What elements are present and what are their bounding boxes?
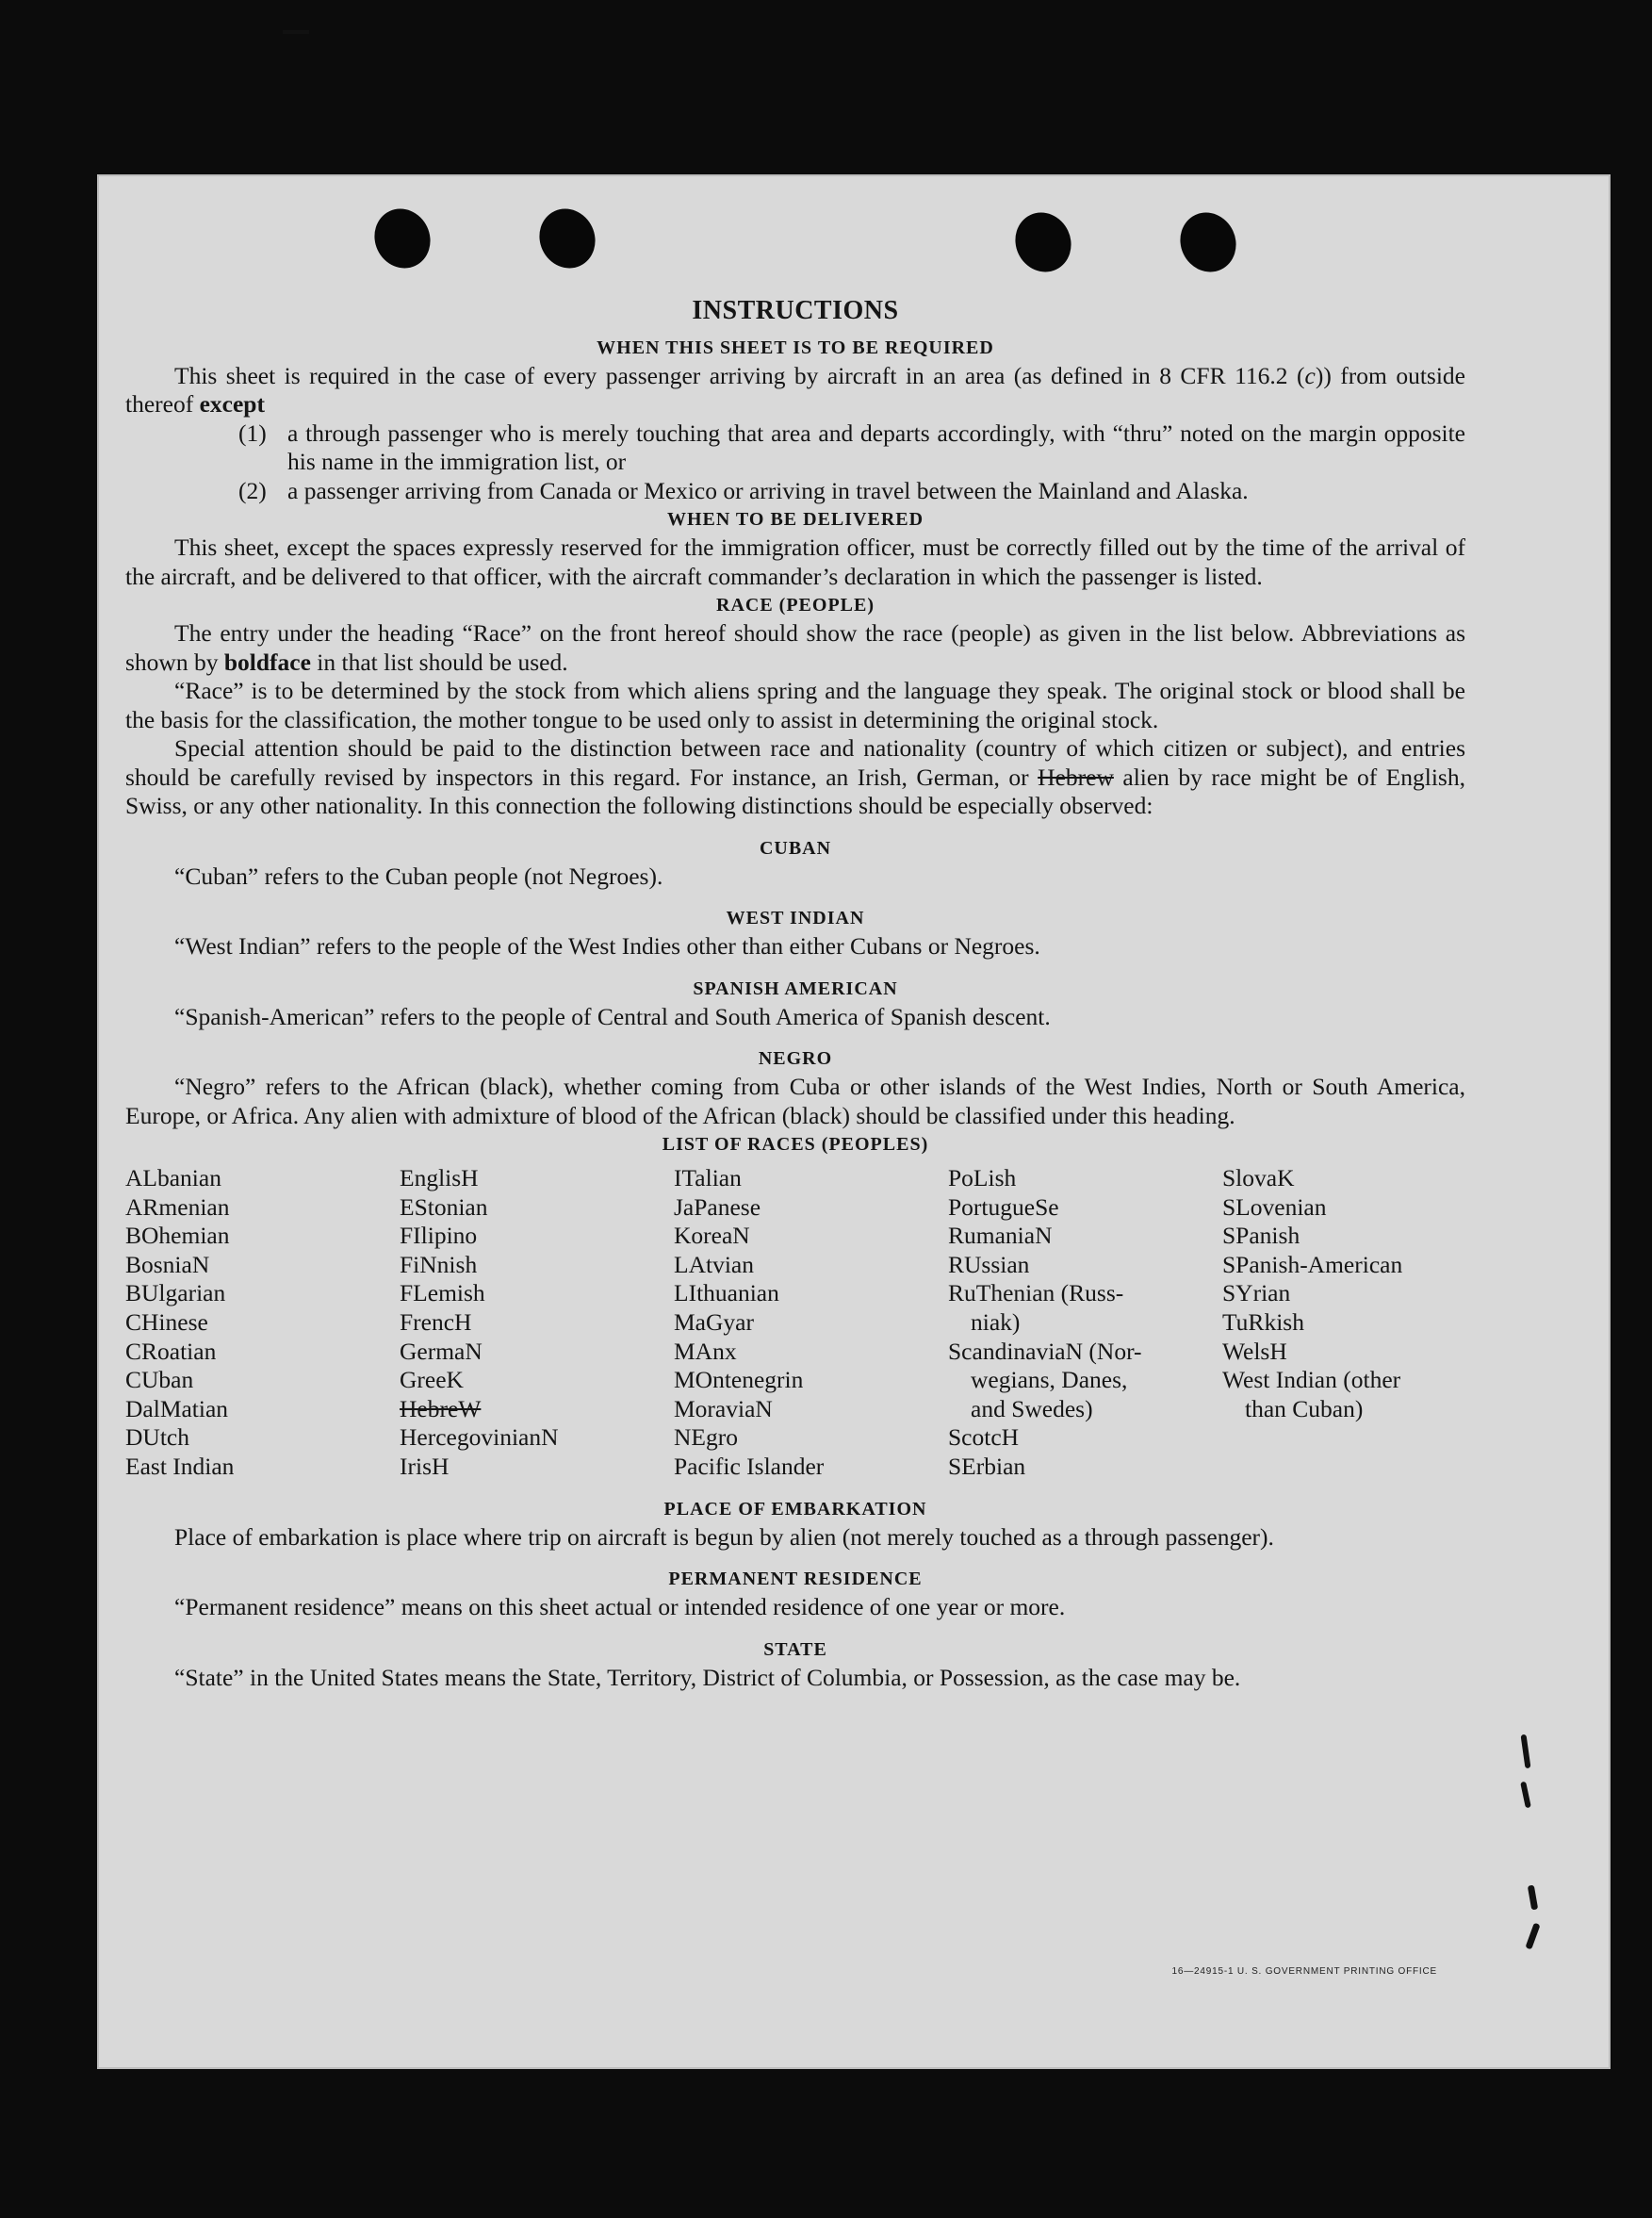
race-paragraph-1: The entry under the heading “Race” on the front hereof should show the race (people) as given in the list below. Abbreviations as shown by boldface in that list should be used. <box>125 619 1465 676</box>
races-column-5 <box>1222 1164 1465 1482</box>
race-entry: SErbian <box>948 1452 1026 1480</box>
form-sheet <box>97 174 1611 2069</box>
race-entry: NEgro <box>674 1423 738 1452</box>
race-entry: FiNnish <box>400 1250 478 1278</box>
exception-item: (1) a through passenger who is merely touching that area and departs accordingly, with “thru” noted on the margin opposite his name in the immigration list, or <box>238 419 1465 475</box>
race-entry: BOhemian <box>125 1222 230 1250</box>
race-entry: EStonian <box>400 1192 488 1221</box>
spanish-american-paragraph: “Spanish-American” refers to the people of Central and South America of Spanish descent. <box>174 1002 1051 1030</box>
race-entry: CUban <box>125 1366 194 1394</box>
heading-negro: NEGRO <box>758 1048 833 1069</box>
race-entry: SlovaK <box>1222 1164 1295 1191</box>
races-column-1 <box>125 1164 400 1482</box>
heading-embarkation: PLACE OF EMBARKATION <box>663 1498 927 1520</box>
heading-list-of-races: LIST OF RACES (PEOPLES) <box>662 1134 929 1155</box>
race-entry: BosniaN <box>125 1250 210 1278</box>
race-entry: ScandinaviaN (Nor- <box>948 1337 1142 1365</box>
race-entry: wegians, Danes, <box>971 1366 1128 1394</box>
race-entry: SPanish <box>1222 1222 1300 1250</box>
edge-mark <box>1520 1782 1531 1809</box>
race-entry: CHinese <box>125 1307 208 1336</box>
race-entry: KoreaN <box>674 1222 750 1250</box>
races-column-3 <box>674 1164 948 1482</box>
heading-cuban: CUBAN <box>759 837 832 859</box>
scan-speck <box>283 30 309 34</box>
race-entry: DUtch <box>125 1423 189 1452</box>
edge-mark <box>1525 1923 1540 1950</box>
race-entry: FLemish <box>400 1279 485 1307</box>
race-entry: and Swedes) <box>971 1394 1093 1422</box>
delivered-paragraph: This sheet, except the spaces expressly reserved for the immigration officer, must be correctly filled out by the time of the arrival of the aircraft, and be delivered to that officer, with the aircraft commander’s declaration in which the passenger is listed. <box>125 534 1465 590</box>
page-title: INSTRUCTIONS <box>692 296 899 325</box>
instructions-text <box>125 297 1465 1692</box>
race-paragraph-2: “Race” is to be determined by the stock from which aliens spring and the language they speak. The original stock or blood shall be the basis for the classification, the mother tongue to be used only to assist in determining the original stock. <box>125 677 1465 733</box>
race-entry: PoLish <box>948 1164 1017 1191</box>
race-entry: SPanish-American <box>1222 1250 1403 1278</box>
heading-when-delivered: WHEN TO BE DELIVERED <box>666 509 924 530</box>
race-entry: ITalian <box>674 1164 742 1191</box>
punch-hole <box>1006 204 1081 282</box>
race-entry: ARmenian <box>125 1192 230 1221</box>
race-entry: SYrian <box>1222 1279 1291 1307</box>
race-entry: TuRkish <box>1222 1307 1304 1336</box>
heading-race: RACE (PEOPLE) <box>716 595 875 616</box>
race-entry: Pacific Islander <box>674 1452 825 1480</box>
race-entry: than Cuban) <box>1245 1394 1364 1422</box>
races-list <box>125 1164 1465 1482</box>
race-entry: RuThenian (Russ- <box>948 1279 1124 1307</box>
race-entry: EnglisH <box>400 1164 479 1191</box>
race-entry: West Indian (other <box>1222 1366 1401 1394</box>
race-entry: MoraviaN <box>674 1394 773 1422</box>
race-entry: IrisH <box>400 1452 450 1480</box>
race-entry: GreeK <box>400 1366 464 1394</box>
required-paragraph: This sheet is required in the case of every passenger arriving by aircraft in an area (as defined in 8 CFR 116.2 (c)) from outside thereof except <box>125 361 1465 418</box>
race-entry: JaPanese <box>674 1192 761 1221</box>
race-entry: RUssian <box>948 1250 1030 1278</box>
negro-paragraph: “Negro” refers to the African (black), whether coming from Cuba or other islands of the West Indies, North or South America, Europe, or Africa. Any alien with admixture of blood of the African (black) should be classified under this heading. <box>125 1073 1465 1129</box>
race-entry: PortugueSe <box>948 1192 1059 1221</box>
race-entry: LAtvian <box>674 1250 754 1278</box>
race-entry: MOntenegrin <box>674 1366 804 1394</box>
races-column-2 <box>400 1164 674 1482</box>
cuban-paragraph: “Cuban” refers to the Cuban people (not Negroes). <box>174 862 663 890</box>
race-entry: East Indian <box>125 1452 235 1480</box>
punch-hole <box>1170 204 1246 282</box>
race-entry: RumaniaN <box>948 1222 1053 1250</box>
race-entry: HebreW <box>400 1394 482 1422</box>
heading-west-indian: WEST INDIAN <box>726 908 865 928</box>
race-paragraph-3: Special attention should be paid to the distinction between race and nationality (country of which citizen or subject), and entries should be carefully revised by inspectors in this regard. For instance, an Irish, German, or Hebrew alien by race might be of English, Swiss, or any other nationality. In this connection the following distinctions should be especially observed: <box>125 734 1465 819</box>
punch-hole <box>365 200 440 278</box>
race-entry: ALbanian <box>125 1164 221 1191</box>
race-entry: ScotcH <box>948 1423 1020 1452</box>
punch-hole <box>530 200 605 278</box>
edge-mark <box>1528 1885 1538 1911</box>
race-entry: niak) <box>971 1307 1021 1336</box>
heading-spanish-american: SPANISH AMERICAN <box>693 978 898 999</box>
races-column-4 <box>948 1164 1222 1482</box>
heading-permanent-residence: PERMANENT RESIDENCE <box>668 1569 923 1590</box>
race-entry: DalMatian <box>125 1394 229 1422</box>
race-entry: GermaN <box>400 1337 483 1365</box>
printer-imprint: 16—24915-1 U. S. GOVERNMENT PRINTING OFFICE <box>1171 1966 1437 1977</box>
race-entry: MAnx <box>674 1337 737 1365</box>
race-entry: LIthuanian <box>674 1279 779 1307</box>
west-indian-paragraph: “West Indian” refers to the people of the West Indies other than either Cubans or Negroes. <box>174 932 1040 960</box>
race-entry: BUlgarian <box>125 1279 226 1307</box>
race-entry: CRoatian <box>125 1337 217 1365</box>
state-paragraph: “State” in the United States means the State, Territory, District of Columbia, or Possession, as the case may be. <box>174 1663 1241 1691</box>
heading-when-required: WHEN THIS SHEET IS TO BE REQUIRED <box>597 337 994 358</box>
embarkation-paragraph: Place of embarkation is place where trip on aircraft is begun by alien (not merely touched as a through passenger). <box>174 1522 1274 1551</box>
race-entry: HercegovinianN <box>400 1423 559 1452</box>
race-entry: SLovenian <box>1222 1192 1327 1221</box>
race-entry: FrencH <box>400 1307 472 1336</box>
exception-item: (2) a passenger arriving from Canada or Mexico or arriving in travel between the Mainland and Alaska. <box>238 476 1249 504</box>
residence-paragraph: “Permanent residence” means on this sheet actual or intended residence of one year or more. <box>174 1593 1066 1621</box>
edge-mark <box>1521 1734 1531 1768</box>
race-entry: FIlipino <box>400 1222 478 1250</box>
race-entry: WelsH <box>1222 1337 1287 1365</box>
race-entry: MaGyar <box>674 1307 754 1336</box>
heading-state: STATE <box>763 1638 827 1660</box>
